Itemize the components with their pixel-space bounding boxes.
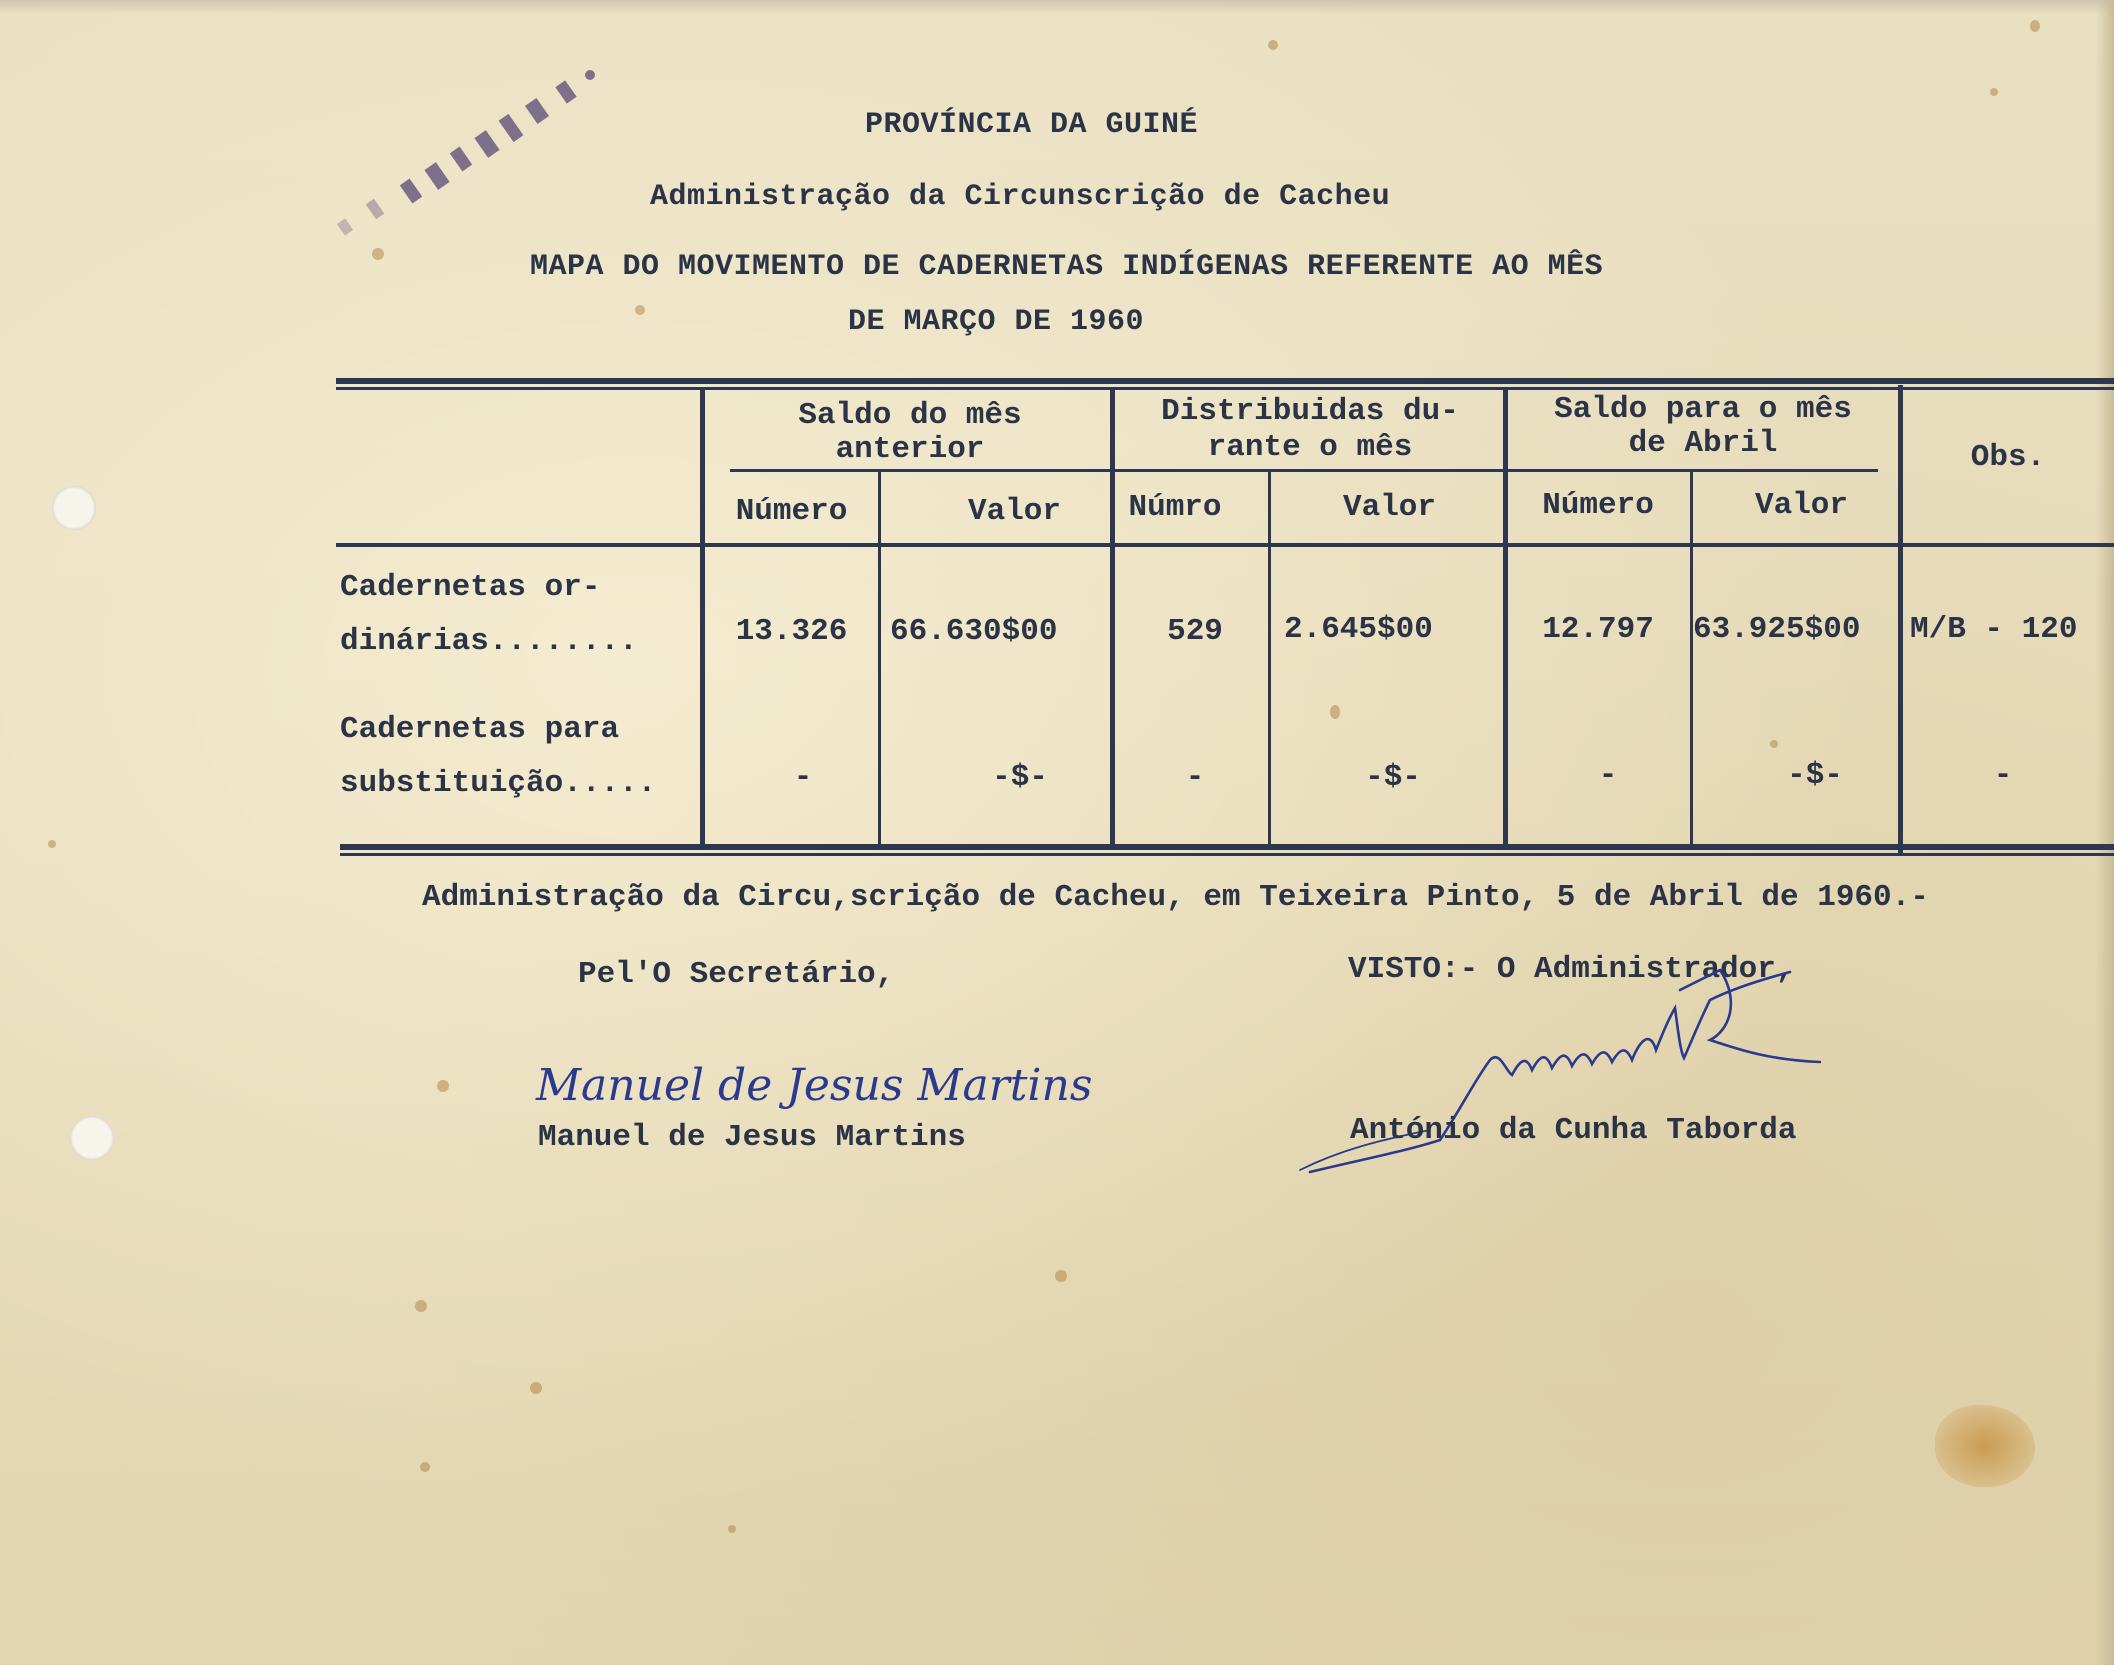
obs-header: Obs. [1970,440,2046,475]
signature-text: Manuel de Jesus Martins [536,1060,1093,1111]
row-label: Cadernetas para [340,712,620,747]
foxing-spot [1330,705,1340,719]
table-cell: -$- [1365,760,1421,795]
secretary-role: Pel'O Secretário, [578,957,895,992]
obs-cell: - [1993,758,2013,793]
group-underline [730,469,1878,472]
foxing-spot [2030,20,2040,32]
foxing-spot [635,305,645,315]
administrator-name: António da Cunha Taborda [1350,1113,1797,1148]
group-header-distribuidas-line1: Distribuidas du- [1161,394,1459,429]
table-bottom-rule-2 [340,853,2114,856]
document-title-line2: DE MARÇO DE 1960 [848,305,1145,339]
group-header-saldo-abril-line2: de Abril [1628,426,1778,461]
table-cell: 529 [1167,614,1223,649]
subheader-numero: Número [735,494,848,529]
row-label: substituição..... [340,766,657,801]
foxing-spot [437,1080,449,1092]
group-header-distribuidas-line2: rante o mês [1207,430,1413,465]
foxing-spot [728,1525,736,1533]
stain [1935,1405,2035,1487]
table-cell: 2.645$00 [1284,612,1433,647]
table-cell: 13.326 [735,614,848,649]
table-cell: -$- [992,760,1048,795]
subheader-valor: Valor [1755,488,1849,523]
table-cell: - [793,760,813,795]
paper-top-edge [0,0,2114,14]
subheader-valor: Valor [1343,490,1437,525]
column-rule [1690,470,1693,850]
administration-heading: Administração da Circunscrição de Cacheu [650,180,1391,214]
subheader-valor: Valor [968,494,1062,529]
group-header-saldo-abril-line1: Saldo para o mês [1554,392,1852,427]
group-header-saldo-anterior-line2: anterior [835,432,985,467]
paper-right-edge [2096,0,2114,1665]
place-and-date: Administração da Circu,scrição de Cacheu, em Teixeira Pinto, 5 de Abril de 1960.- [422,880,1929,915]
foxing-spot [1268,40,1278,50]
table-cell: 66.630$00 [890,614,1058,649]
foxing-spot [1055,1270,1067,1282]
table-cell: - [1185,760,1205,795]
table-cell: -$- [1787,758,1843,793]
table-top-rule-2 [336,387,2114,390]
foxing-spot [48,840,56,848]
foxing-spot [530,1382,542,1394]
foxing-spot [415,1300,427,1312]
province-heading: PROVÍNCIA DA GUINÉ [865,108,1199,142]
rubber-stamp [300,60,630,270]
header-bottom-rule [336,543,2114,547]
foxing-spot [1770,740,1778,748]
table-cell: - [1598,758,1618,793]
subheader-numero: Número [1542,488,1654,523]
table-cell: 12.797 [1542,612,1654,647]
obs-cell: M/B - 120 [1910,612,2078,647]
secretary-name: Manuel de Jesus Martins [538,1120,966,1155]
administrator-signature [1300,960,1880,1190]
administrator-role: VISTO:- O Administrador, [1348,952,1795,987]
foxing-spot [420,1462,430,1472]
subheader-numero: Númro [1128,490,1222,525]
binder-hole-top [52,486,96,530]
group-header-saldo-anterior-line1: Saldo do mês [798,398,1022,433]
row-label: Cadernetas or- [340,570,601,605]
table-bottom-rule [340,844,2114,850]
table-cell: 63.925$00 [1693,612,1861,647]
foxing-spot [1990,88,1998,96]
row-label: dinárias........ [340,624,638,659]
binder-hole-bottom [70,1116,114,1160]
document-title-line1: MAPA DO MOVIMENTO DE CADERNETAS INDÍGENAS REFERENTE AO MÊS [530,250,1604,284]
table-top-rule [336,378,2114,384]
